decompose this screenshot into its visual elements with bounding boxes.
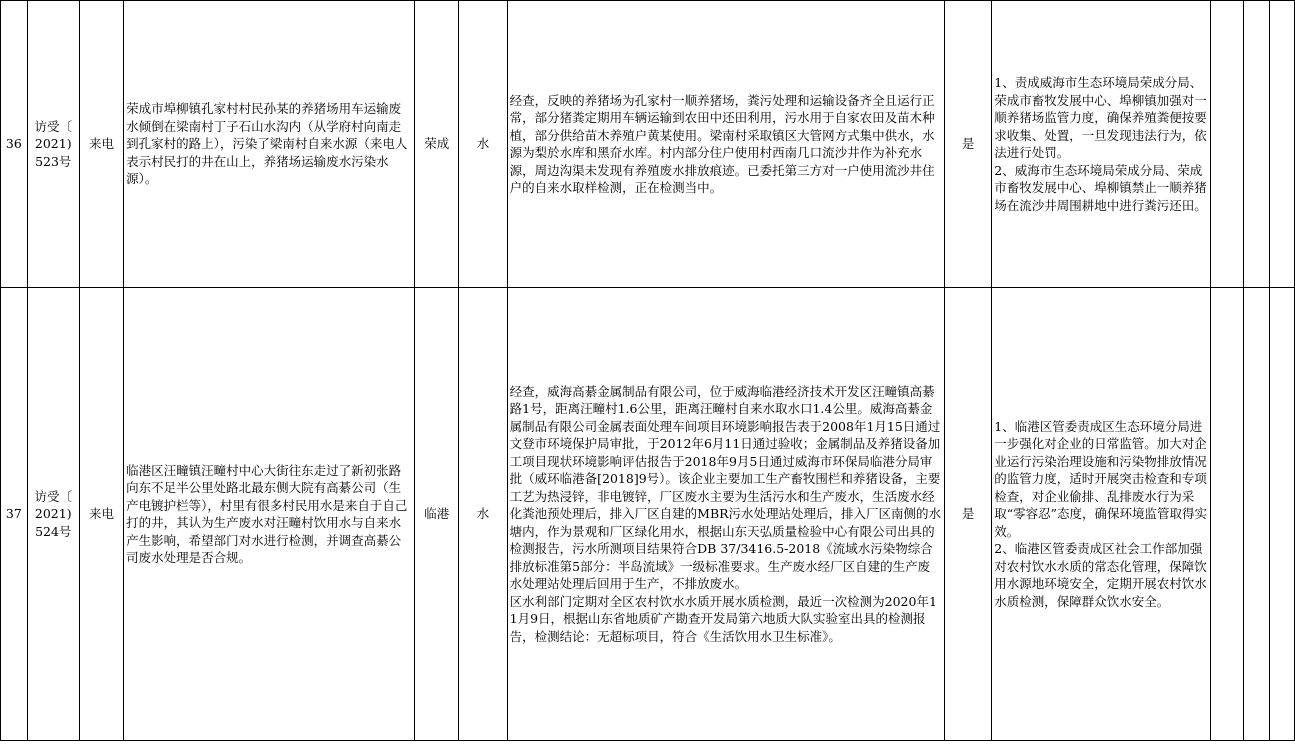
empty-cell [1210,1,1243,288]
handling-measures: 1、责成威海市生态环境局荣成分局、荣成市畜牧发展中心、埠柳镇加强对一顺养猪场监管力度，确保养殖粪便按要求收集、处置，一旦发现违法行为，依法进行处罚。 2、威海市生态环境局荣成分局、荣成市畜牧发展中心、埠柳镇禁止一顺养猪场在流沙井周围耕地中进行粪污还田。 [992,1,1211,288]
handling-measures: 1、临港区管委责成区生态环境分局进一步强化对企业的日常监管。加大对企业运行污染治理设施和污染物排放情况的监管力度，适时开展突击检查和专项检查，对企业偷排、乱排废水行为采取“零容忍”态度，确保环境监管取得实效。 2、临港区管委责成区社会工作部加强对农村饮水水质的常态化管理，保障饮用水源地环境安全，定期开展农村饮水水质检测，保障群众饮水安全。 [992,288,1211,741]
case-code: 访受〔 2021) 524号 [27,288,79,741]
complaint-type: 来电 [79,288,123,741]
row-number: 37 [1,288,28,741]
empty-cell [1244,1,1269,288]
verified-flag: 是 [944,1,991,288]
verified-flag: 是 [944,288,991,741]
empty-cell [1269,288,1295,741]
row-number: 36 [1,1,28,288]
table-row [1,1,1295,288]
table-row [1,288,1295,741]
empty-cell [1269,1,1295,288]
case-code: 访受〔 2021) 523号 [27,1,79,288]
region: 荣成 [415,1,459,288]
complaint-type: 来电 [79,1,123,288]
region: 临港 [415,288,459,741]
investigation-result: 经查，威海高綦金属制品有限公司，位于威海临港经济技术开发区汪疃镇高綦路1号，距离汪疃村1.6公里，距离汪疃村自来水取水口1.4公里。威海高綦金属制品有限公司金属表面处理车间项目环境影响报告表于2008年1月15日通过文登市环境保护局审批，于2012年6月11日通过验收；金属制品及养猪设备加工项目现状环境影响评估报告于2018年9月5日通过威海市环保局临港分局审批（威环临港备[2018]9号）。该企业主要加工生产畜牧围栏和养猪设备，主要工艺为热浸锌，非电镀锌，厂区废水主要为生活污水和生产废水，生活废水经化粪池预处理后，排入厂区自建的MBR污水处理站处理后，排入厂区南侧的水塘内，作为景观和厂区绿化用水，根据山东天弘质量检验中心有限公司出具的检测报告，污水所测项目结果符合DB 37/3416.5-2018《流域水污染物综合排放标准第5部分：半岛流域》一级标准要求。生产废水经厂区自建的生产废水处理站处理后回用于生产，不排放废水。 区水利部门定期对全区农村饮水水质开展水质检测，最近一次检测为2020年11月9日，根据山东省地质矿产勘查开发局第六地质大队实验室出具的检测报告，检测结论：无超标项目，符合《生活饮用水卫生标准》。 [507,288,944,741]
empty-cell [1244,288,1269,741]
pollution-category: 水 [459,1,507,288]
complaint-content: 荣成市埠柳镇孔家村村民孙某的养猪场用车运输废水倾倒在梁南村丁子石山水沟内（从学府村向南走到孔家村的路上），污染了梁南村自来水源（来电人表示村民打的井在山上，养猪场运输废水污染水源）。 [124,1,415,288]
complaint-content: 临港区汪疃镇汪疃村中心大街往东走过了新初张路向东不足半公里处路北最东侧大院有高綦公司（生产电镀护栏等），村里有很多村民用水是来自于自己打的井，其认为生产废水对汪疃村饮用水与自来水产生影响，希望部门对水进行检测，并调查高綦公司废水处理是否合规。 [124,288,415,741]
investigation-result: 经查，反映的养猪场为孔家村一顺养猪场，粪污处理和运输设备齐全且运行正常，部分猪粪定期用车辆运输到农田中还田利用，污水用于自家农田及苗木种植，部分供给苗木养殖户黄某使用。梁南村采取镇区大管网方式集中供水，水源为梨於水库和黑夼水库。村内部分住户使用村西南几口流沙井作为补充水源，周边沟渠未发现有养殖废水排放痕迹。已委托第三方对一户使用流沙井住户的自来水取样检测，正在检测当中。 [507,1,944,288]
empty-cell [1210,288,1243,741]
pollution-category: 水 [459,288,507,741]
